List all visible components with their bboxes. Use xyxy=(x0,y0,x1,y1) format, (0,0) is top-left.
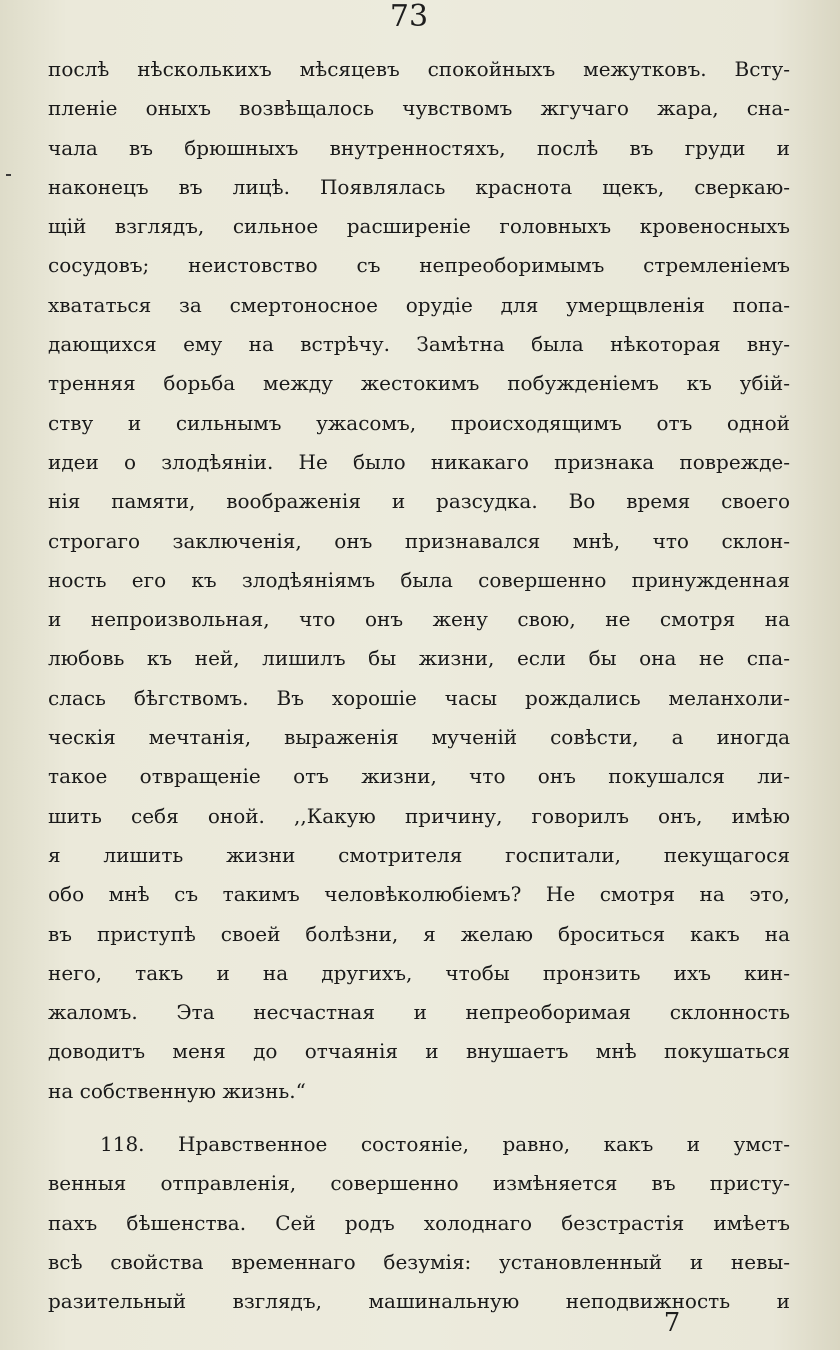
text-line: ность его къ злодѣяніямъ была совершенно принужденная xyxy=(48,567,790,592)
text-line: разительный взглядъ, машинальную неподвижность и xyxy=(48,1289,790,1314)
text-line: наконецъ въ лицѣ. Появлялась краснота щекъ, сверкаю- xyxy=(48,174,790,199)
ink-speck xyxy=(6,174,11,176)
text-line: и непроизвольная, что онъ жену свою, не смотря на xyxy=(48,607,790,632)
text-line: на собственную жизнь.“ xyxy=(48,1078,306,1103)
text-line: въ приступѣ своей болѣзни, я желаю броситься какъ на xyxy=(48,921,790,946)
signature-mark: 7 xyxy=(663,1308,681,1338)
text-line: строгаго заключенія, онъ признавался мнѣ, что склон- xyxy=(48,528,790,553)
text-line: всѣ свойства временнаго безумія: установленный и невы- xyxy=(48,1249,790,1274)
paragraph-1 xyxy=(48,50,790,1111)
text-line: ческія мечтанія, выраженія мученій совѣсти, а иногда xyxy=(48,725,790,750)
text-body xyxy=(48,50,790,1322)
text-line: венныя отправленія, совершенно измѣняется въ присту- xyxy=(48,1171,790,1196)
text-line: него, такъ и на другихъ, чтобы пронзить ихъ кин- xyxy=(48,960,790,985)
text-line: пленіе оныхъ возвѣщалось чувствомъ жгучаго жара, сна- xyxy=(48,96,790,121)
text-line: 118. Нравственное состояніе, равно, какъ и умст- xyxy=(100,1132,790,1157)
text-line: дающихся ему на встрѣчу. Замѣтна была нѣкоторая вну- xyxy=(48,332,790,357)
text-line: любовь къ ней, лишилъ бы жизни, если бы она не спа- xyxy=(48,646,790,671)
text-line: обо мнѣ съ такимъ человѣколюбіемъ? Не смотря на это, xyxy=(48,882,790,907)
text-line: доводитъ меня до отчаянія и внушаетъ мнѣ покушаться xyxy=(48,1039,790,1064)
text-line: послѣ нѣсколькихъ мѣсяцевъ спокойныхъ межутковъ. Всту- xyxy=(48,57,790,81)
page-number: 73 xyxy=(389,0,429,34)
text-line: хвататься за смертоносное орудіе для умерщвленія попа- xyxy=(48,292,790,317)
text-line: такое отвращеніе отъ жизни, что онъ покушался ли- xyxy=(48,764,790,789)
text-line: я лишить жизни смотрителя госпитали, пекущагося xyxy=(48,842,790,867)
text-line: слась бѣгствомъ. Въ хорошіе часы рождались меланхоли- xyxy=(48,685,790,710)
text-line: щій взглядъ, сильное расширеніе головныхъ кровеносныхъ xyxy=(48,214,790,239)
text-line: ству и сильнымъ ужасомъ, происходящимъ отъ одной xyxy=(48,410,790,435)
text-line: сосудовъ; неистовство съ непреоборимымъ стремленіемъ xyxy=(48,253,790,278)
text-line: тренняя борьба между жестокимъ побужденіемъ къ убій- xyxy=(48,371,790,396)
text-line: шить себя оной. ,,Какую причину, говорилъ онъ, имѣю xyxy=(48,803,790,828)
paragraph-2 xyxy=(48,1125,790,1321)
text-line: жаломъ. Эта несчастная и непреоборимая склонность xyxy=(48,1000,790,1025)
text-line: чала въ брюшныхъ внутренностяхъ, послѣ въ груди и xyxy=(48,135,790,160)
text-line: пахъ бѣшенства. Сей родъ холоднаго безстрастія имѣетъ xyxy=(48,1210,790,1235)
text-line: нія памяти, воображенія и разсудка. Во время своего xyxy=(48,489,790,514)
text-line: идеи о злодѣяніи. Не было никакаго признака поврежде- xyxy=(48,449,790,474)
